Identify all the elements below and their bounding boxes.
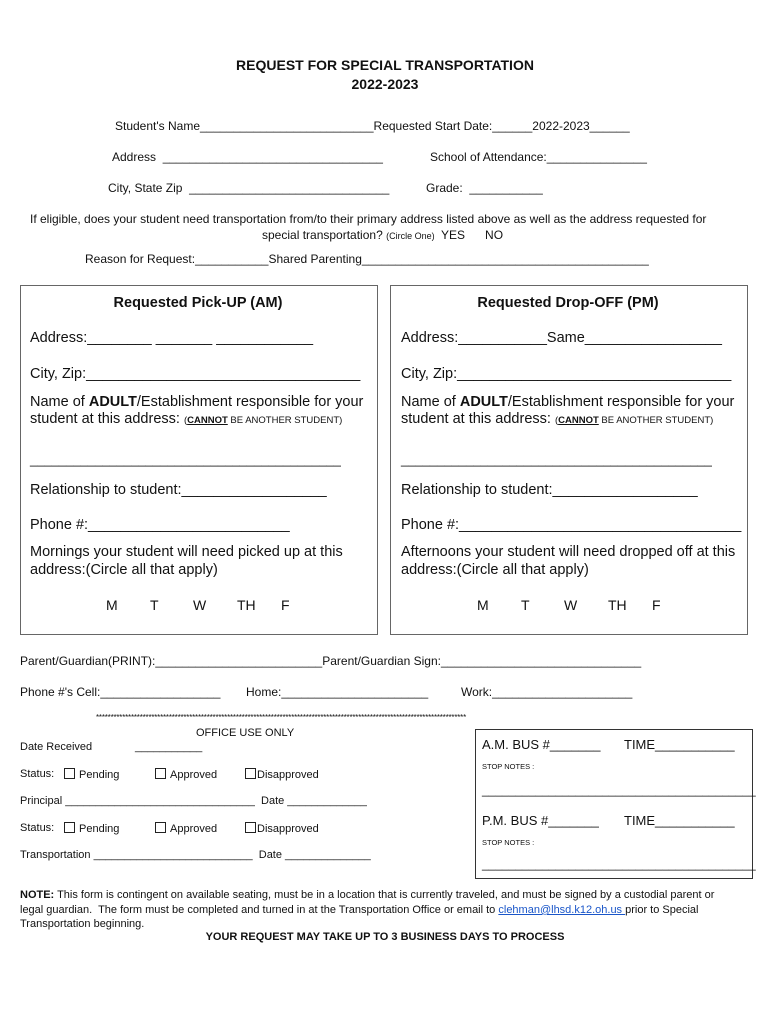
dropoff-student-at-text: student at this address: (401, 411, 555, 427)
checkbox-icon[interactable] (155, 768, 166, 779)
pickup-day-t[interactable]: T (150, 597, 159, 613)
checkbox-icon[interactable] (155, 822, 166, 833)
pm-notes-line: _________________________________________ (482, 857, 756, 871)
status-approved-1[interactable] (155, 768, 217, 781)
transportation-line: Transportation __________________________ Date ______________ (20, 849, 371, 861)
pickup-student-at (30, 411, 342, 427)
note-label: NOTE: (20, 889, 55, 901)
email-link[interactable]: clehman@lhsd.k12.oh.us (498, 904, 626, 916)
dropoff-phone: Phone #:___________________________________ (401, 517, 742, 533)
dropoff-relationship: Relationship to student:__________________ (401, 482, 698, 498)
status-disapproved-1[interactable] (245, 768, 319, 781)
student-name-line: Student's Name__________________________Requested Start Date:______2022-2023______ (115, 119, 630, 133)
city-line: City, State Zip ______________________________ (108, 181, 390, 195)
pickup-adult: ADULT (88, 394, 137, 410)
pickup-cannot-note (184, 415, 342, 426)
dropoff-afternoons-2: address:(Circle all that apply) (401, 562, 589, 578)
pm-stop-notes: STOP NOTES : (482, 838, 535, 847)
pickup-relationship: Relationship to student:__________________ (30, 482, 327, 498)
principal-line: Principal _______________________________ Date _____________ (20, 795, 367, 807)
form-year: 2022-2023 (351, 76, 419, 92)
checkbox-icon[interactable] (64, 768, 75, 779)
eligibility-question-text: special transportation? (262, 228, 387, 242)
office-use-title: OFFICE USE ONLY (196, 727, 295, 739)
pickup-header: Requested Pick-UP (AM) (113, 295, 283, 311)
eligibility-question: If eligible, does your student need transportation from/to their primary address listed above as well as the address requested for (30, 212, 707, 226)
dropoff-cannot-rest: BE ANOTHER STUDENT) (598, 415, 714, 426)
dropoff-day-t[interactable]: T (521, 597, 530, 613)
status-pending-2[interactable] (64, 822, 119, 835)
pickup-blank-line: ___________________________________________ (30, 452, 341, 467)
note-line-3: Transportation beginning. (20, 918, 145, 930)
status-approved-2[interactable] (155, 822, 217, 835)
checkbox-icon[interactable] (245, 822, 256, 833)
status-label-1: Status: (20, 768, 55, 780)
pickup-responsible-adult (30, 394, 363, 410)
reason-line: Reason for Request:___________Shared Parenting___________________________________________ (85, 252, 649, 266)
address-line: Address _________________________________ (112, 150, 383, 164)
approved-label-2: Approved (170, 823, 218, 835)
parent-guardian-line: Parent/Guardian(PRINT):_________________________Parent/Guardian Sign:______________________________ (20, 654, 642, 668)
disapproved-label-2: Disapproved (257, 823, 319, 835)
pickup-day-f[interactable]: F (281, 597, 290, 613)
approved-label-1: Approved (170, 769, 218, 781)
dropoff-day-m[interactable]: M (477, 597, 489, 613)
date-received-label: Date Received (20, 741, 93, 753)
dropoff-cannot-note (555, 415, 713, 426)
dropoff-address: Address:___________Same_________________ (401, 330, 722, 346)
note-line-2 (20, 904, 699, 916)
pickup-day-m[interactable]: M (106, 597, 118, 613)
pickup-cannot: CANNOT (187, 415, 228, 426)
pickup-mornings-1: Mornings your student will need picked up at this (30, 544, 343, 560)
pickup-phone: Phone #:_________________________ (30, 517, 290, 533)
dropoff-responsible: /Establishment responsible for your (507, 394, 735, 410)
phone-cell-line: Phone #'s Cell:__________________ (20, 685, 221, 699)
form-title: REQUEST FOR SPECIAL TRANSPORTATION (236, 57, 534, 73)
pickup-responsible: /Establishment responsible for your (136, 394, 364, 410)
checkbox-icon[interactable] (64, 822, 75, 833)
dropoff-student-at (401, 411, 713, 427)
pickup-cannot-rest: BE ANOTHER STUDENT) (227, 415, 343, 426)
pickup-day-th[interactable]: TH (237, 597, 256, 613)
pending-label-1: Pending (79, 769, 120, 781)
pickup-day-w[interactable]: W (193, 597, 207, 613)
am-bus-line: A.M. BUS #_______ (482, 737, 601, 752)
note-line-1 (20, 889, 714, 901)
pickup-student-at-text: student at this address: (30, 411, 184, 427)
am-notes-line: _________________________________________ (482, 783, 756, 797)
am-stop-notes: STOP NOTES : (482, 762, 535, 771)
dropoff-cannot-open: ( (554, 415, 559, 426)
circle-one-hint: (Circle One) (386, 231, 435, 241)
am-time-line: TIME___________ (624, 737, 735, 752)
dropoff-afternoons-1: Afternoons your student will need dropped off at this (401, 544, 736, 560)
phone-home-line: Home:______________________ (246, 685, 429, 699)
dropoff-cannot: CANNOT (558, 415, 599, 426)
dropoff-city: City, Zip:__________________________________ (401, 366, 732, 382)
status-label-2: Status: (20, 822, 55, 834)
date-received-line: ___________ (135, 741, 203, 753)
dropoff-adult: ADULT (459, 394, 508, 410)
process-notice: YOUR REQUEST MAY TAKE UP TO 3 BUSINESS DAYS TO PROCESS (205, 931, 565, 943)
grade-line: Grade: ___________ (426, 181, 543, 195)
phone-work-line: Work:_____________________ (461, 685, 633, 699)
school-line: School of Attendance:_______________ (430, 150, 647, 164)
note-text-2b: prior to Special (625, 904, 699, 916)
dropoff-day-f[interactable]: F (652, 597, 661, 613)
stars-divider: ******************************************************************************************************************************* (96, 713, 466, 722)
dropoff-responsible-adult (401, 394, 734, 410)
status-disapproved-2[interactable] (245, 822, 319, 835)
pending-label-2: Pending (79, 823, 120, 835)
note-text-2: legal guardian. The form must be completed and turned in at the Transportation Office or email to (20, 904, 499, 916)
pickup-city: City, Zip:__________________________________ (30, 366, 361, 382)
pickup-mornings-2: address:(Circle all that apply) (30, 562, 218, 578)
pm-bus-line: P.M. BUS #_______ (482, 813, 599, 828)
dropoff-day-th[interactable]: TH (608, 597, 627, 613)
pickup-address: Address:________ _______ ____________ (30, 330, 314, 346)
checkbox-icon[interactable] (245, 768, 256, 779)
eligibility-question-2 (262, 228, 503, 242)
dropoff-day-w[interactable]: W (564, 597, 578, 613)
disapproved-label-1: Disapproved (257, 769, 319, 781)
status-pending-1[interactable] (64, 768, 119, 781)
pm-time-line: TIME___________ (624, 813, 735, 828)
pickup-cannot-open: ( (183, 415, 188, 426)
pickup-name-of: Name of (30, 394, 89, 410)
dropoff-name-of: Name of (401, 394, 460, 410)
note-text-1: This form is contingent on available seating, must be in a location that is currently traveled, and must be signed by a custodial parent or (54, 889, 715, 901)
dropoff-blank-line: ___________________________________________ (401, 452, 712, 467)
dropoff-header: Requested Drop-OFF (PM) (477, 295, 659, 311)
yes-no-options: YES NO (434, 228, 504, 242)
